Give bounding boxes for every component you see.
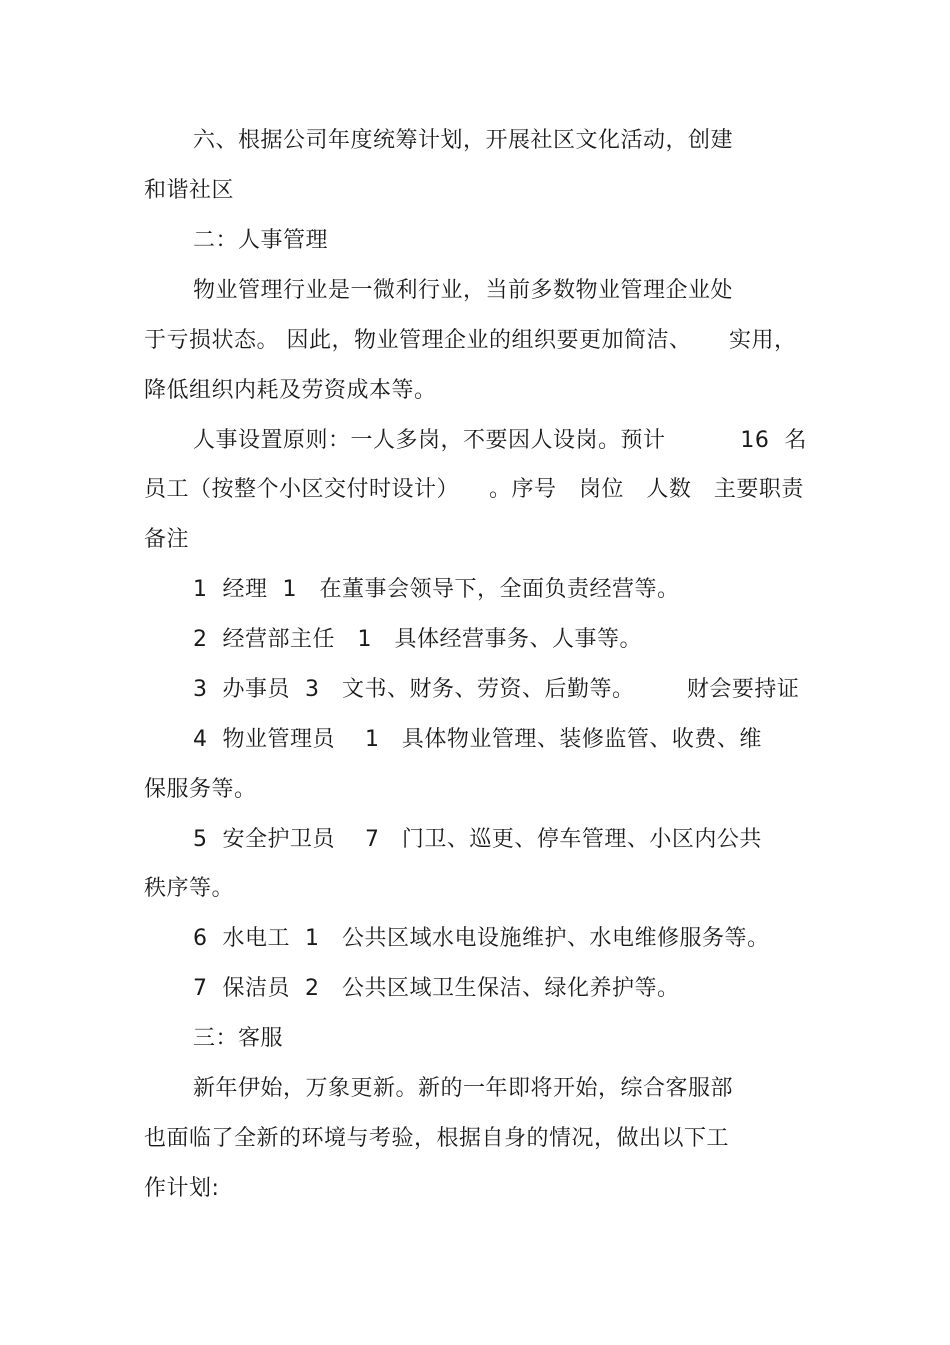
staff-row-3: 3 办事员 3 文书、财务、劳资、后勤等。 财会要持证 (193, 677, 800, 702)
paragraph-item-six-line-1: 六、根据公司年度统筹计划，开展社区文化活动，创建 (193, 128, 734, 153)
staff-row-2: 2 经营部主任 1 具体经营事务、人事等。 (193, 627, 642, 652)
paragraph-principle-line-1: 人事设置原则：一人多岗，不要因人设岗。预计 16 名 (193, 428, 807, 453)
paragraph-principle-line-2: 员工（按整个小区交付时设计） 。序号 岗位 人数 主要职责 (144, 477, 804, 502)
paragraph-item-six-line-2: 和谐社区 (144, 178, 235, 203)
section-heading-customer-service: 三：客服 (193, 1026, 284, 1051)
staff-row-5-line-1: 5 安全护卫员 7 门卫、巡更、停车管理、小区内公共 (193, 827, 762, 852)
staff-row-4-line-2: 保服务等。 (144, 777, 257, 802)
paragraph-newyear-line-2: 也面临了全新的环境与考验，根据自身的情况，做出以下工 (144, 1126, 730, 1151)
paragraph-industry-line-3: 降低组织内耗及劳资成本等。 (144, 378, 437, 403)
staff-row-5-line-2: 秩序等。 (144, 876, 235, 901)
staff-row-6: 6 水电工 1 公共区域水电设施维护、水电维修服务等。 (193, 926, 770, 951)
paragraph-industry-line-2: 于亏损状态。 因此，物业管理企业的组织要更加简洁、 实用， (144, 328, 797, 353)
paragraph-newyear-line-1: 新年伊始，万象更新。新的一年即将开始，综合客服部 (193, 1076, 734, 1101)
staff-row-4-line-1: 4 物业管理员 1 具体物业管理、装修监管、收费、维 (193, 727, 762, 752)
staff-row-7: 7 保洁员 2 公共区域卫生保洁、绿化养护等。 (193, 976, 680, 1001)
paragraph-newyear-line-3: 作计划: (144, 1176, 220, 1201)
paragraph-principle-line-3: 备注 (144, 527, 190, 552)
section-heading-personnel: 二：人事管理 (193, 228, 329, 253)
paragraph-industry-line-1: 物业管理行业是一微利行业，当前多数物业管理企业处 (193, 278, 734, 303)
staff-row-1: 1 经理 1 在董事会领导下，全面负责经营等。 (193, 577, 680, 602)
